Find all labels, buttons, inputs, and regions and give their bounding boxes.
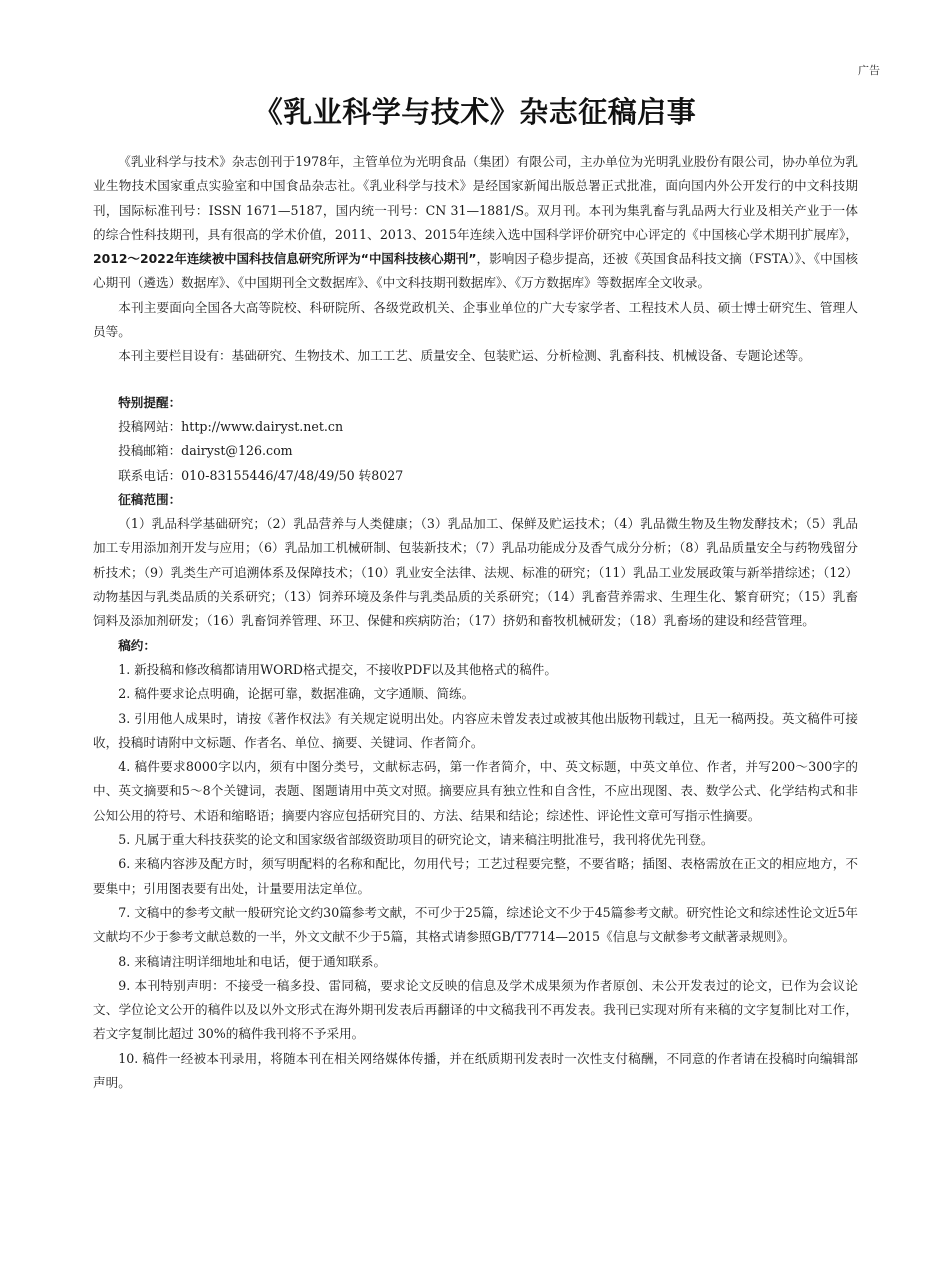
rule-item-3: 3. 引用他人成果时，请按《著作权法》有关规定说明出处。内容应未曾发表过或被其他出版物刊载过，且无一稿两投。英文稿件可接收，投稿时请附中文标题、作者名、单位、摘要、关键词、作者简介。 bbox=[93, 710, 858, 750]
rule-item-1: 1. 新投稿和修改稿都请用WORD格式提交，不接收PDF以及其他格式的稿件。 bbox=[118, 661, 557, 677]
core-journal-highlight: 2012～2022年连续被中国科技信息研究所评为“中国科技核心期刊” bbox=[93, 251, 477, 267]
rule-item-4: 4. 稿件要求8000字以内，须有中图分类号，文献标志码，第一作者简介，中、英文标题，中英文单位、作者，并写200～300字的中、英文摘要和5～8个关键词，表题、图题请用中英文对照。摘要应具有独立性和自含性，不应出现图、表、数学公式、化学结构式和非公知公用的符号、术语和缩略语；摘要内容应包括研究目的、方法、结果和结论；综述性、评论性文章可写指示性摘要。 bbox=[93, 759, 858, 823]
reminder-heading: 特别提醒： bbox=[118, 394, 182, 410]
scope-heading: 征稿范围： bbox=[118, 491, 182, 507]
rule-item-6: 6. 来稿内容涉及配方时，须写明配料的名称和配比，勿用代号；工艺过程要完整，不要省略；插图、表格需放在正文的相应地方，不要集中；引用图表要有出处，计量要用法定单位。 bbox=[93, 856, 858, 896]
website-link[interactable]: http://www.dairyst.net.cn bbox=[181, 418, 344, 434]
rule-item-10: 10. 稿件一经被本刊录用，将随本刊在相关网络媒体传播，并在纸质期刊发表时一次性支付稿酬，不同意的作者请在投稿时向编辑部声明。 bbox=[93, 1050, 858, 1090]
intro-paragraph-1 bbox=[93, 150, 858, 296]
phone-label: 联系电话： bbox=[118, 467, 182, 483]
rule-item-8: 8. 来稿请注明详细地址和电话，便于通知联系。 bbox=[118, 953, 387, 969]
page-title: 《乳业科学与技术》杂志征稿启事 bbox=[253, 95, 697, 129]
section-gap bbox=[93, 369, 858, 391]
website-label: 投稿网站： bbox=[118, 418, 182, 434]
rule-item-5: 5. 凡属于重大科技获奖的论文和国家级省部级资助项目的研究论文，请来稿注明批准号，我刊将优先刊登。 bbox=[118, 832, 714, 848]
intro-text-b: ，影响因子稳步提高，还被《英国食品科技文摘（FSTA）》、《中国核心期刊（遴选）数据库》、《中国期刊全文数据库》、《中文科技期刊数据库》、《万方数据库》等数据库全文收录。 bbox=[93, 251, 858, 291]
ad-tag: 广告 bbox=[858, 64, 880, 77]
rule-item-2: 2. 稿件要求论点明确，论据可靠，数据准确，文字通顺、简练。 bbox=[118, 686, 475, 702]
scope-text: （1）乳品科学基础研究；（2）乳品营养与人类健康；（3）乳品加工、保鲜及贮运技术；（4）乳品微生物及生物发酵技术；（5）乳品加工专用添加剂开发与应用；（6）乳品加工机械研制、包装新技术；（7）乳品功能成分及香气成分分析；（8）乳品质量安全与药物残留分析技术；（9）乳类生产可追溯体系及保障技术；（10）乳业安全法律、法规、标准的研究；（11）乳品工业发展政策与新举措综述；（12）动物基因与乳类品质的关系研究；（13）饲养环境及条件与乳类品质的关系研究；（14）乳畜营养需求、生理生化、繁育研究；（15）乳畜饲料及添加剂研发；（16）乳畜饲养管理、环卫、保健和疾病防治；（17）挤奶和畜牧机械研发；（18）乳畜场的建设和经营管理。 bbox=[93, 516, 858, 629]
rule-item-9: 9. 本刊特别声明：不接受一稿多投、雷同稿，要求论文反映的信息及学术成果须为作者原创、未公开发表过的论文，已作为会议论文、学位论文公开的稿件以及以外文形式在海外期刊发表后再翻译的中文稿我刊不再发表。我刊已实现对所有来稿的文字复制比对工作，若文字复制比超过 30%的稿件我刊将不予采用。 bbox=[93, 977, 858, 1042]
email-link[interactable]: dairyst@126.com bbox=[181, 443, 293, 459]
intro-paragraph-3: 本刊主要栏目设有：基础研究、生物技术、加工工艺、质量安全、包装贮运、分析检测、乳畜科技、机械设备、专题论述等。 bbox=[118, 348, 811, 364]
rule-item-7: 7. 文稿中的参考文献一般研究论文约30篇参考文献，不可少于25篇，综述论文不少于45篇参考文献。研究性论文和综述性论文近5年文献均不少于参考文献总数的一半，外文文献不少于5篇，其格式请参照GB/T7714—2015《信息与文献参考文献著录规则》。 bbox=[93, 904, 858, 945]
email-line bbox=[93, 439, 858, 463]
phone-line bbox=[93, 464, 858, 488]
intro-text-a: 《乳业科学与技术》杂志创刊于1978年，主管单位为光明食品（集团）有限公司，主办单位为光明乳业股份有限公司，协办单位为乳业生物技术国家重点实验室和中国食品杂志社。《乳业科学与技术》是经国家新闻出版总署正式批准，面向国内外公开发行的中文科技期刊，国际标准刊号：ISSN 1671—5187，国内统一刊号：CN 31—1881/S。双月刊。本刊为集乳畜与乳品两大行业及相关产业于一体的综合性科技期刊，具有很高的学术价值，2011、2013、2015年连续入选中国科学评价研究中心评定的《中国核心学术期刊扩展库》， bbox=[93, 154, 858, 242]
intro-paragraph-2: 本刊主要面向全国各大高等院校、科研院所、各级党政机关、企事业单位的广大专家学者、工程技术人员、硕士博士研究生、管理人员等。 bbox=[93, 299, 858, 340]
email-label: 投稿邮箱： bbox=[118, 443, 182, 459]
phone-value: 010-83155446/47/48/49/50 转8027 bbox=[181, 467, 404, 483]
article-body bbox=[93, 150, 858, 1095]
rules-heading: 稿约： bbox=[118, 637, 156, 653]
website-line bbox=[93, 415, 858, 439]
